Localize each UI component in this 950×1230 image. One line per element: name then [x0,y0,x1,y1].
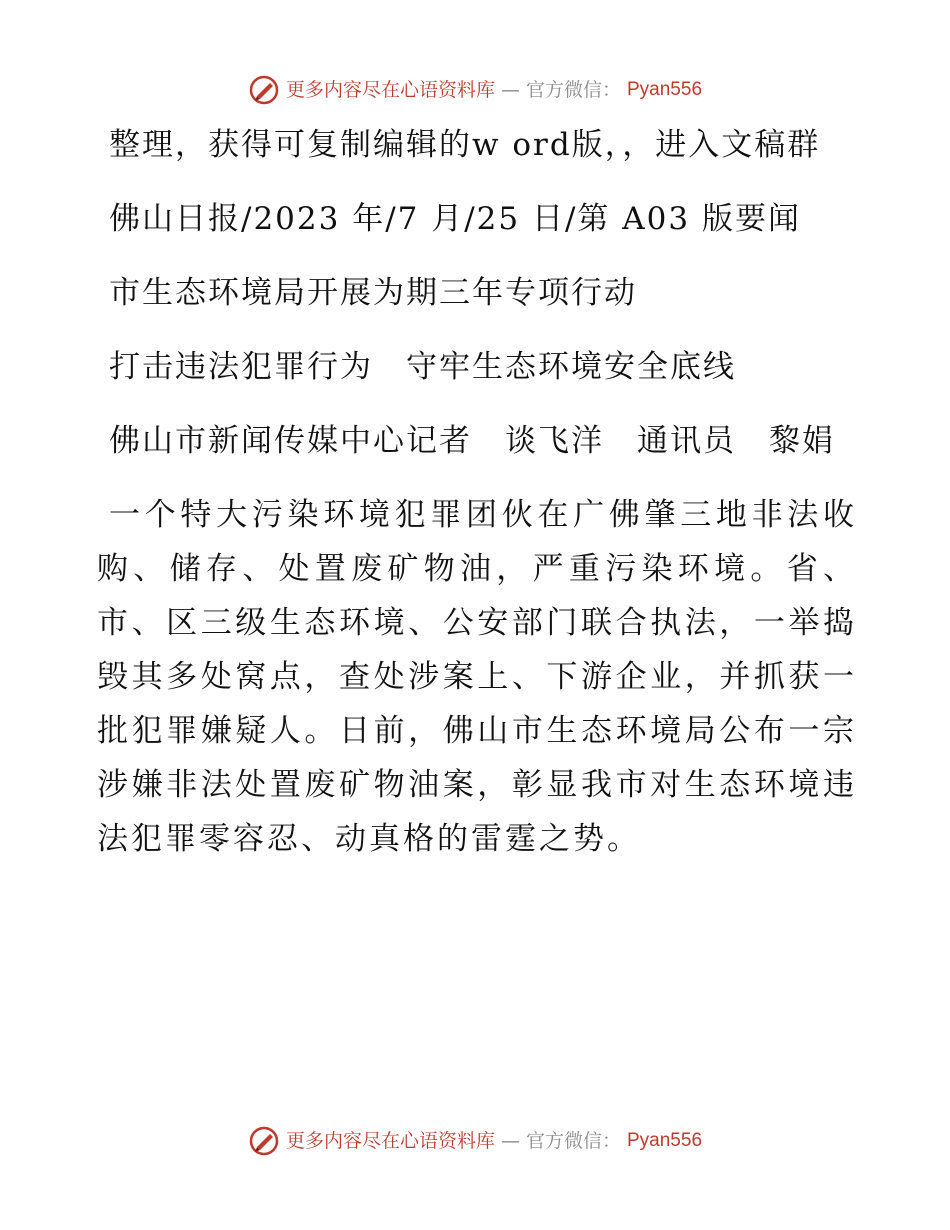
source-line: 佛山日报/2023 年/7 月/25 日/第 A03 版要闻 [109,201,801,237]
watermark-account: Pyan556 [627,79,703,100]
document-body [97,118,857,897]
byline: 佛山市新闻传媒中心记者 谈飞洋 通讯员 黎娟 [109,423,835,459]
article-paragraph: 一个特大污染环境犯罪团伙在广佛肇三地非法收购、储存、处置废矿物油，严重污染环境。省、市、区三级生态环境、公安部门联合执法，一举捣毁其多处窝点，查处涉案上、下游企业，并抓获一批犯罪嫌疑人。日前，佛山市生态环境局公布一宗涉嫌非法处置废矿物油案，彰显我市对生态环境违法犯罪零容忍、动真格的雷霆之势。 [97,497,857,857]
pen-logo-icon [248,74,280,106]
watermark-wechat-label: 官方微信： [525,1130,621,1152]
intro-line: 整理，获得可复制编辑的w ord版，，进入文稿群 [109,127,821,163]
watermark-dash: — [500,1130,520,1152]
headline-main: 市生态环境局开展为期三年专项行动 [109,275,637,311]
pen-logo-icon [248,1125,280,1157]
watermark-site-text: 更多内容尽在心语资料库 [285,1130,495,1152]
footer-watermark [0,1125,950,1157]
watermark-site-text: 更多内容尽在心语资料库 [285,79,495,101]
header-watermark [0,74,950,106]
watermark-dash: — [500,79,520,101]
headline-sub: 打击违法犯罪行为 守牢生态环境安全底线 [109,349,736,385]
watermark-wechat-label: 官方微信： [525,79,621,101]
watermark-account: Pyan556 [627,1130,703,1151]
